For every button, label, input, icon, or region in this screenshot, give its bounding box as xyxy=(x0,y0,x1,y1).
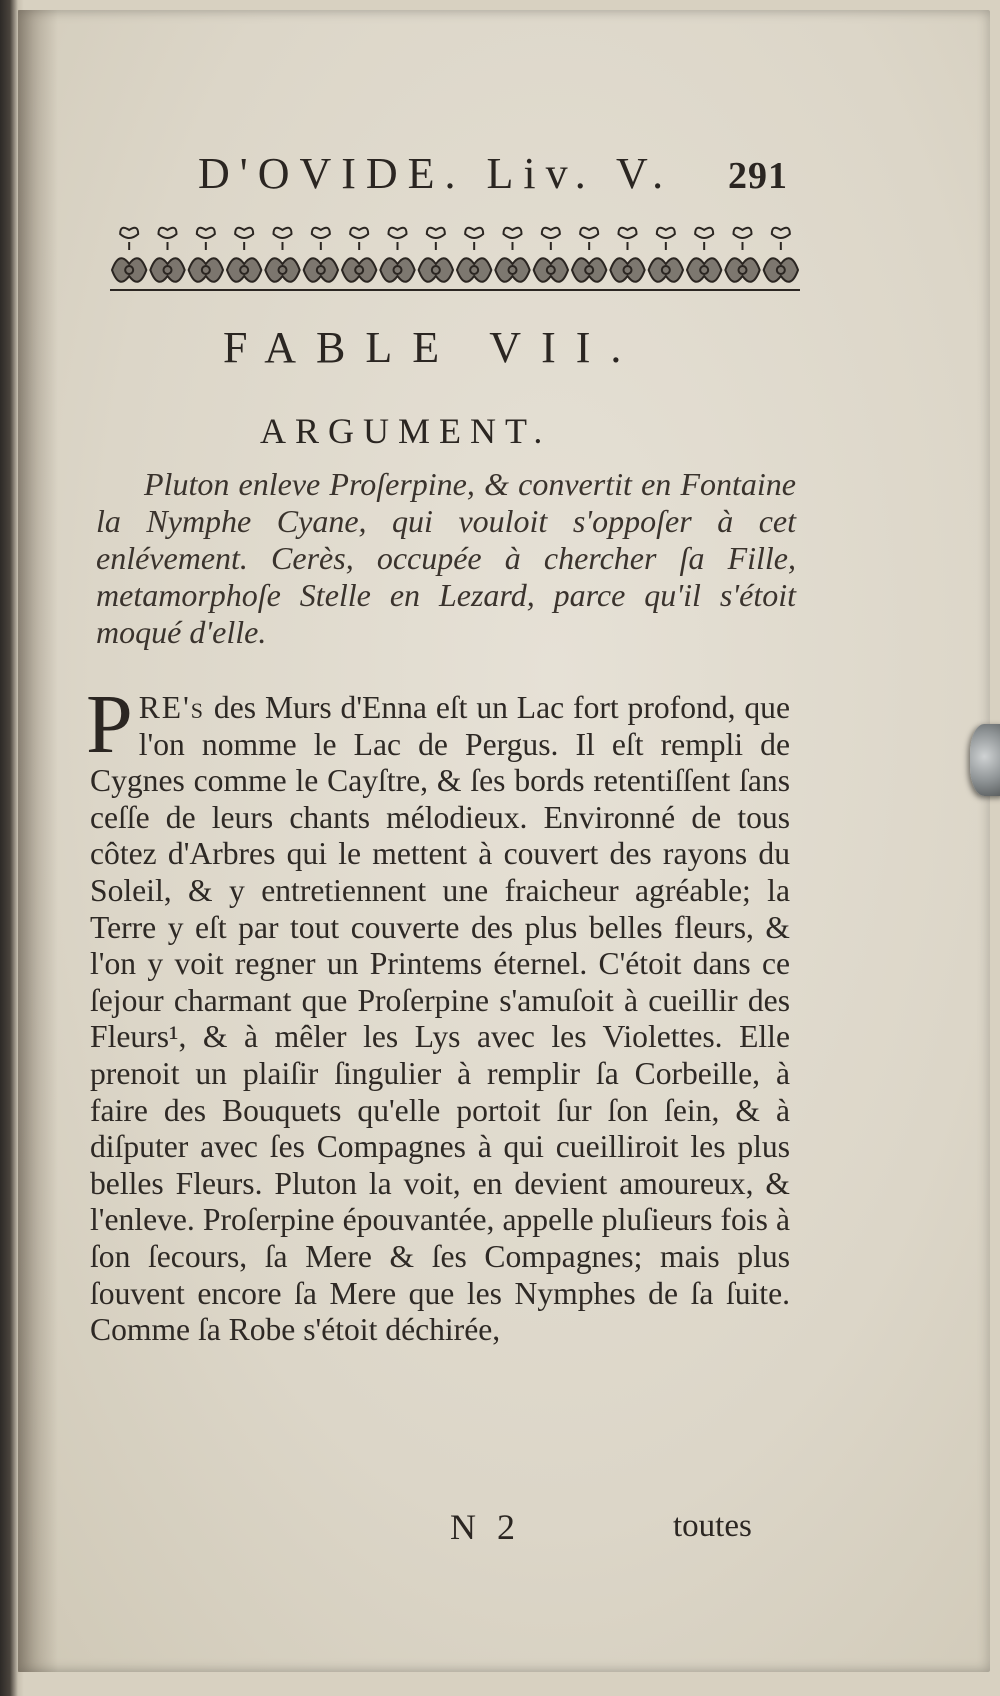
ornament-cell xyxy=(610,228,644,282)
page-number: 291 xyxy=(728,155,788,197)
fable-title: FABLE VII. xyxy=(223,323,642,372)
drop-cap: P xyxy=(86,678,133,771)
ornament-cell xyxy=(189,228,223,282)
ornament-cell xyxy=(687,228,721,282)
ornament-cell xyxy=(764,228,798,282)
decorative-ornament-band xyxy=(110,220,800,300)
signature-mark: N 2 xyxy=(450,1507,521,1547)
ornament-cells xyxy=(110,228,800,290)
running-title: D'OVIDE. Liv. V. xyxy=(198,149,674,198)
ornament-cell xyxy=(457,228,491,282)
paragraph-text: des Murs d'Enna eſt un Lac fort profond, que l'on nomme le Lac de Pergus. Il eſt rempli de Cygnes comme le Cayſtre, & ſes bords retentiſſent ſans ceſſe de leurs chants mélodieux. Environné de tous côtez d'Arbres qui le mettent à couvert des rayons du Soleil, & y entretiennent une fraicheur agréable; la Terre y eſt par tout couverte des plus belles fleurs, & l'on y voit regner un Printems éternel. C'étoit dans ce ſejour charmant que Proſerpine s'amuſoit à cueillir des Fleurs¹, & à mêler les Lys avec les Violettes. Elle prenoit un plaiſir ſingulier à remplir ſa Corbeille, à faire des Bouquets qu'elle portoit ſur ſon ſein, & à diſputer avec ſes Compagnes à qui cueilliroit les plus belles Fleurs. Pluton la voit, en devient amoureux, & l'enleve. Proſerpine épouvantée, appelle pluſieurs fois à ſon ſecours, ſa Mere & ſes Compagnes; mais plus ſouvent encore ſa Mere que les Nymphes de ſa ſuite. Comme ſa Robe s'étoit déchirée, xyxy=(90,690,790,1348)
spine-shadow xyxy=(18,10,58,1672)
running-head xyxy=(198,148,798,198)
ornament-cell xyxy=(304,228,338,282)
argument-summary xyxy=(96,466,796,651)
main-paragraph xyxy=(86,678,790,1349)
argument-text: Pluton enleve Proſerpine, & convertit en Fontaine la Nymphe Cyane, qui vouloit s'oppoſer à cet enlévement. Cerès, occupée à chercher ſa Fille, metamorphoſe Stelle en Lezard, parce qu'il s'étoit moqué d'elle. xyxy=(96,466,796,650)
page-sheet xyxy=(18,10,990,1672)
ornament-cell xyxy=(572,228,606,282)
ornament-cell xyxy=(380,228,414,282)
argument-heading: ARGUMENT. xyxy=(260,411,552,451)
ornament-cell xyxy=(150,228,184,282)
ornament-cell xyxy=(649,228,683,282)
ornament-cell xyxy=(227,228,261,282)
catchword: toutes xyxy=(673,1508,752,1544)
metal-clip xyxy=(970,724,1000,796)
ornament-cell xyxy=(534,228,568,282)
ornament-cell xyxy=(495,228,529,282)
ornament-cell xyxy=(112,228,146,282)
ornament-cell xyxy=(265,228,299,282)
first-word: RE's xyxy=(138,690,206,725)
ornament-cell xyxy=(342,228,376,282)
ornament-cell xyxy=(725,228,759,282)
main-text xyxy=(86,678,790,1349)
ornament-cell xyxy=(419,228,453,282)
